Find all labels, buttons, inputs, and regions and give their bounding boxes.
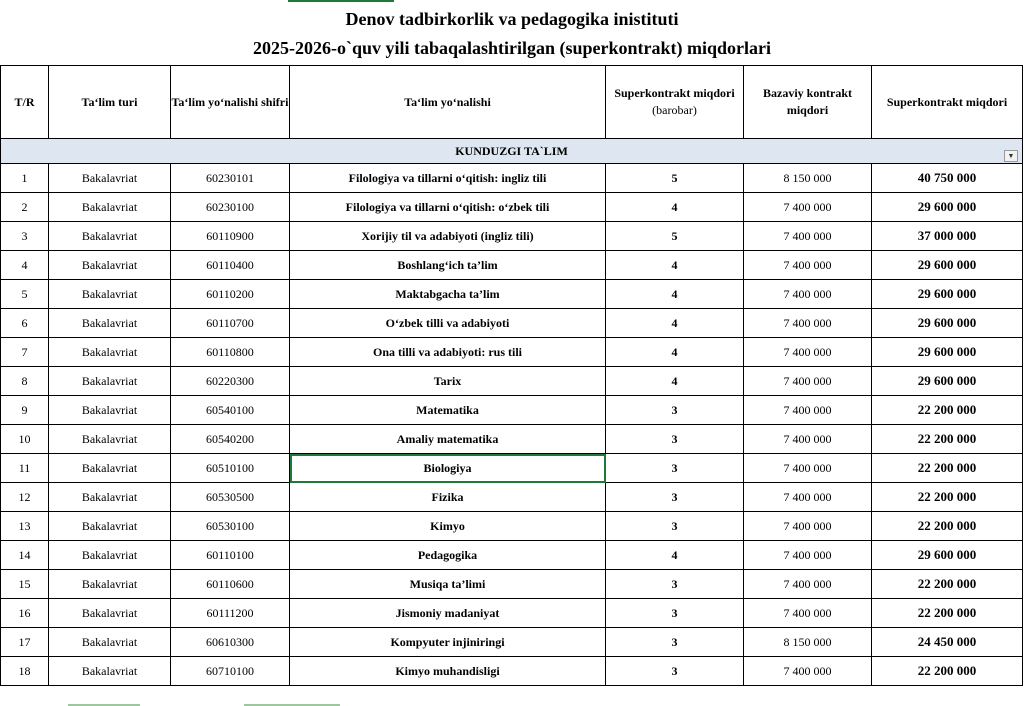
cell-tr[interactable]: 9 [1,396,49,425]
cell-yonalish[interactable]: Kimyo [290,512,606,541]
cell-tr[interactable]: 17 [1,628,49,657]
cell-coefficient[interactable]: 4 [606,367,744,396]
cell-tr[interactable]: 8 [1,367,49,396]
cell-talim-turi[interactable]: Bakalavriat [49,193,171,222]
table-row [1,425,1023,454]
cell-shifri[interactable]: 60230101 [171,164,290,193]
cell-shifri[interactable]: 60110800 [171,338,290,367]
institute-title: Denov tadbirkorlik va pedagogika inistituti [345,9,679,29]
cell-bazaviy[interactable]: 7 400 000 [744,367,872,396]
cell-tr[interactable]: 10 [1,425,49,454]
cell-tr[interactable]: 14 [1,541,49,570]
cell-coefficient[interactable]: 4 [606,251,744,280]
cell-bazaviy[interactable]: 7 400 000 [744,222,872,251]
cell-superkontrakt[interactable]: 29 600 000 [872,541,1023,570]
cell-superkontrakt[interactable]: 22 200 000 [872,570,1023,599]
table-row [1,251,1023,280]
table-row [1,309,1023,338]
table-row [1,570,1023,599]
cell-tr[interactable]: 2 [1,193,49,222]
header-talim-turi: Ta‘lim turi [49,66,171,139]
cell-tr[interactable]: 11 [1,454,49,483]
cell-superkontrakt[interactable]: 29 600 000 [872,309,1023,338]
cell-yonalish[interactable]: Kimyo muhandisligi [290,657,606,686]
cell-superkontrakt[interactable]: 22 200 000 [872,454,1023,483]
cell-superkontrakt[interactable]: 29 600 000 [872,251,1023,280]
cell-yonalish[interactable]: Filologiya va tillarni o‘qitish: ingliz tili [290,164,606,193]
cell-tr[interactable]: 7 [1,338,49,367]
cell-coefficient[interactable]: 3 [606,396,744,425]
table-row [1,164,1023,193]
cell-superkontrakt[interactable]: 22 200 000 [872,599,1023,628]
cell-superkontrakt[interactable]: 37 000 000 [872,222,1023,251]
cell-tr[interactable]: 6 [1,309,49,338]
cell-coefficient[interactable]: 4 [606,338,744,367]
cell-coefficient[interactable]: 3 [606,599,744,628]
cell-yonalish[interactable]: Matematika [290,396,606,425]
table-row [1,338,1023,367]
cell-talim-turi[interactable]: Bakalavriat [49,599,171,628]
cell-yonalish[interactable]: Tarix [290,367,606,396]
cell-talim-turi[interactable]: Bakalavriat [49,396,171,425]
cell-tr[interactable]: 1 [1,164,49,193]
cell-coefficient[interactable]: 3 [606,483,744,512]
cell-bazaviy[interactable]: 7 400 000 [744,338,872,367]
cell-tr[interactable]: 3 [1,222,49,251]
cell-bazaviy[interactable]: 7 400 000 [744,454,872,483]
cell-yonalish[interactable]: Amaliy matematika [290,425,606,454]
cell-talim-turi[interactable]: Bakalavriat [49,367,171,396]
header-tr: T/R [1,66,49,139]
section-row [1,139,1023,164]
cell-shifri[interactable]: 60610300 [171,628,290,657]
section-title-cell[interactable] [1,139,1023,164]
cell-talim-turi[interactable]: Bakalavriat [49,541,171,570]
cell-talim-turi[interactable]: Bakalavriat [49,570,171,599]
cell-yonalish[interactable]: Fizika [290,483,606,512]
cell-talim-turi[interactable]: Bakalavriat [49,164,171,193]
cell-bazaviy[interactable]: 7 400 000 [744,193,872,222]
cell-superkontrakt[interactable]: 22 200 000 [872,512,1023,541]
cell-tr[interactable]: 13 [1,512,49,541]
cell-shifri[interactable]: 60510100 [171,454,290,483]
cell-shifri[interactable]: 60710100 [171,657,290,686]
cell-coefficient[interactable]: 5 [606,164,744,193]
cell-bazaviy[interactable]: 7 400 000 [744,309,872,338]
table-row [1,599,1023,628]
cell-shifri[interactable]: 60110900 [171,222,290,251]
cell-talim-turi[interactable]: Bakalavriat [49,251,171,280]
cell-tr[interactable]: 18 [1,657,49,686]
cell-superkontrakt[interactable]: 22 200 000 [872,425,1023,454]
cell-shifri[interactable]: 60110400 [171,251,290,280]
cell-talim-turi[interactable]: Bakalavriat [49,280,171,309]
table-row [1,193,1023,222]
table-row [1,280,1023,309]
header-coefficient-sub: (barobar) [652,103,697,117]
cell-bazaviy[interactable]: 7 400 000 [744,570,872,599]
header-shifri: Ta‘lim yo‘nalishi shifri [171,66,290,139]
table-row [1,222,1023,251]
cell-bazaviy[interactable]: 8 150 000 [744,628,872,657]
cell-superkontrakt[interactable]: 24 450 000 [872,628,1023,657]
cell-coefficient[interactable]: 3 [606,512,744,541]
table-row [1,396,1023,425]
cell-yonalish[interactable]: O‘zbek tilli va adabiyoti [290,309,606,338]
cell-coefficient[interactable]: 4 [606,309,744,338]
cell-shifri[interactable]: 60110700 [171,309,290,338]
cell-superkontrakt[interactable]: 29 600 000 [872,193,1023,222]
cell-talim-turi[interactable]: Bakalavriat [49,454,171,483]
cell-talim-turi[interactable]: Bakalavriat [49,309,171,338]
cell-talim-turi[interactable]: Bakalavriat [49,338,171,367]
cell-shifri[interactable]: 60530100 [171,512,290,541]
cell-yonalish[interactable]: Pedagogika [290,541,606,570]
cell-yonalish[interactable]: Jismoniy madaniyat [290,599,606,628]
table-row [1,367,1023,396]
cell-tr[interactable]: 12 [1,483,49,512]
cell-bazaviy[interactable]: 7 400 000 [744,396,872,425]
header-coefficient-label: Superkontrakt miqdori [614,86,735,100]
section-title: KUNDUZGI TA`LIM [455,143,568,158]
document-subtitle: 2025-2026-o`quv yili tabaqalashtirilgan (superkontrakt) miqdorlari [252,38,772,58]
cell-yonalish[interactable]: Kompyuter injiniringi [290,628,606,657]
header-superkontrakt: Superkontrakt miqdori [872,66,1023,139]
cell-coefficient[interactable]: 3 [606,425,744,454]
cell-tr[interactable]: 4 [1,251,49,280]
cell-yonalish[interactable]: Ona tilli va adabiyoti: rus tili [290,338,606,367]
cell-shifri[interactable]: 60530500 [171,483,290,512]
cell-bazaviy[interactable]: 7 400 000 [744,599,872,628]
contract-table [0,65,1023,686]
cell-yonalish[interactable]: Musiqa ta’limi [290,570,606,599]
cell-coefficient[interactable]: 3 [606,657,744,686]
cell-talim-turi[interactable]: Bakalavriat [49,657,171,686]
cell-bazaviy[interactable]: 7 400 000 [744,251,872,280]
cell-bazaviy[interactable]: 7 400 000 [744,280,872,309]
table-row [1,657,1023,686]
cell-talim-turi[interactable]: Bakalavriat [49,425,171,454]
cell-coefficient[interactable]: 4 [606,193,744,222]
table-row [1,454,1023,483]
top-accent-line [288,0,394,2]
cell-bazaviy[interactable]: 7 400 000 [744,657,872,686]
cell-coefficient[interactable]: 3 [606,454,744,483]
header-yonalish: Ta‘lim yo‘nalishi [290,66,606,139]
cell-shifri[interactable]: 60540200 [171,425,290,454]
cell-bazaviy[interactable]: 7 400 000 [744,512,872,541]
cell-tr[interactable]: 5 [1,280,49,309]
cell-talim-turi[interactable]: Bakalavriat [49,512,171,541]
cell-bazaviy[interactable]: 7 400 000 [744,425,872,454]
header-row [1,66,1023,139]
cell-superkontrakt[interactable]: 29 600 000 [872,338,1023,367]
cell-superkontrakt[interactable]: 22 200 000 [872,396,1023,425]
cell-superkontrakt[interactable]: 29 600 000 [872,367,1023,396]
table-row [1,628,1023,657]
filter-dropdown-icon[interactable]: ▼ [1004,150,1018,162]
cell-shifri[interactable]: 60230100 [171,193,290,222]
cell-superkontrakt[interactable]: 40 750 000 [872,164,1023,193]
cell-coefficient[interactable]: 4 [606,280,744,309]
cell-yonalish[interactable]: Maktabgacha ta’lim [290,280,606,309]
cell-superkontrakt[interactable]: 22 200 000 [872,483,1023,512]
cell-superkontrakt[interactable]: 29 600 000 [872,280,1023,309]
cell-shifri[interactable]: 60110600 [171,570,290,599]
table-row [1,541,1023,570]
cell-yonalish[interactable]: Boshlang‘ich ta’lim [290,251,606,280]
cell-tr[interactable]: 16 [1,599,49,628]
cell-yonalish[interactable]: Filologiya va tillarni o‘qitish: o‘zbek tili [290,193,606,222]
cell-superkontrakt[interactable]: 22 200 000 [872,657,1023,686]
cell-shifri[interactable]: 60110200 [171,280,290,309]
cell-coefficient[interactable]: 3 [606,570,744,599]
cell-shifri[interactable]: 60111200 [171,599,290,628]
table-body [1,139,1023,686]
cell-tr[interactable]: 15 [1,570,49,599]
cell-shifri[interactable]: 60220300 [171,367,290,396]
cell-yonalish[interactable]: Xorijiy til va adabiyoti (ingliz tili) [290,222,606,251]
cell-talim-turi[interactable]: Bakalavriat [49,628,171,657]
table-row [1,512,1023,541]
cell-coefficient[interactable]: 5 [606,222,744,251]
cell-yonalish[interactable]: Biologiya [290,454,606,483]
header-coefficient [606,66,744,139]
cell-talim-turi[interactable]: Bakalavriat [49,483,171,512]
cell-coefficient[interactable]: 3 [606,628,744,657]
cell-shifri[interactable]: 60110100 [171,541,290,570]
cell-bazaviy[interactable]: 7 400 000 [744,541,872,570]
cell-talim-turi[interactable]: Bakalavriat [49,222,171,251]
cell-bazaviy[interactable]: 7 400 000 [744,483,872,512]
header-bazaviy: Bazaviy kontrakt miqdori [744,66,872,139]
cell-coefficient[interactable]: 4 [606,541,744,570]
cell-shifri[interactable]: 60540100 [171,396,290,425]
document-header [0,0,1024,64]
cell-bazaviy[interactable]: 8 150 000 [744,164,872,193]
table-row [1,483,1023,512]
